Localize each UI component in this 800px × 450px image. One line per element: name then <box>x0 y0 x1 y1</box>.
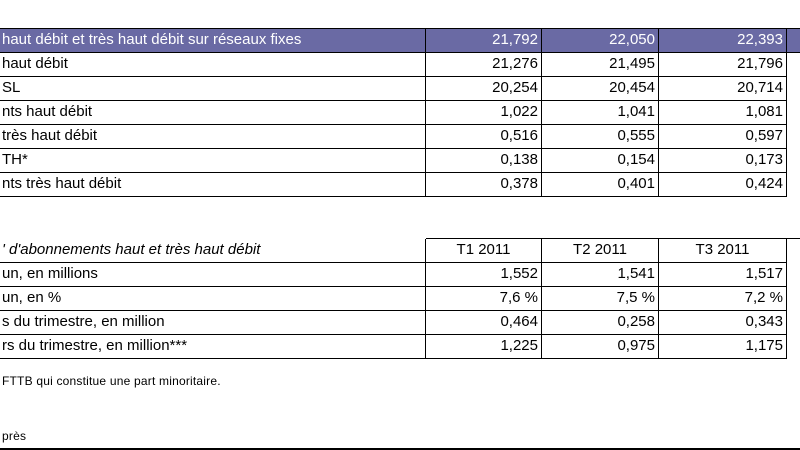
table2-header-label: ' d'abonnements haut et très haut débit <box>0 239 426 263</box>
cell-autres-tres-haut-debit-q3: 0,424 <box>659 173 787 197</box>
cell-accroissement-millions-t3: 1,517 <box>659 263 787 287</box>
row-label-hors-trimestre: rs du trimestre, en million*** <box>0 335 426 359</box>
row-label-autres-tres-haut-debit: nts très haut débit <box>0 173 426 197</box>
table2-header-t2: T2 2011 <box>542 239 659 263</box>
cell-ftth-q1: 0,138 <box>426 149 542 173</box>
cell-accroissement-percent-t1: 7,6 % <box>426 287 542 311</box>
cell-autres-tres-haut-debit-q2: 0,401 <box>542 173 659 197</box>
table2-header-t3: T3 2011 <box>659 239 787 263</box>
cell-total-q4 <box>787 29 800 53</box>
cell-tres-haut-debit-q2: 0,555 <box>542 125 659 149</box>
cell-haut-debit-q1: 21,276 <box>426 53 542 77</box>
cell-autres-tres-haut-debit-q1: 0,378 <box>426 173 542 197</box>
cell-ventes-trimestre-t2: 0,258 <box>542 311 659 335</box>
row-label-ventes-trimestre: s du trimestre, en million <box>0 311 426 335</box>
row-label-autres-haut-debit: nts haut débit <box>0 101 426 125</box>
cell-hors-trimestre-t2: 0,975 <box>542 335 659 359</box>
cell-dsl-q3: 20,714 <box>659 77 787 101</box>
cell-autres-haut-debit-q3: 1,081 <box>659 101 787 125</box>
cell-autres-haut-debit-q2: 1,041 <box>542 101 659 125</box>
footnote-fttb: FTTB qui constitue une part minoritaire. <box>2 374 221 388</box>
cell-haut-debit-q3: 21,796 <box>659 53 787 77</box>
cell-tres-haut-debit-q3: 0,597 <box>659 125 787 149</box>
cell-dsl-q2: 20,454 <box>542 77 659 101</box>
cell-ventes-trimestre-t3: 0,343 <box>659 311 787 335</box>
cell-haut-debit-q2: 21,495 <box>542 53 659 77</box>
footnote-pres: près <box>2 429 27 443</box>
cell-autres-haut-debit-q1: 1,022 <box>426 101 542 125</box>
cell-ventes-trimestre-t1: 0,464 <box>426 311 542 335</box>
cell-ftth-q3: 0,173 <box>659 149 787 173</box>
row-label-tres-haut-debit: très haut débit <box>0 125 426 149</box>
cell-accroissement-millions-t1: 1,552 <box>426 263 542 287</box>
cell-accroissement-percent-t2: 7,5 % <box>542 287 659 311</box>
cell-total-q2: 22,050 <box>542 29 659 53</box>
row-label-total: haut débit et très haut débit sur réseaux fixes <box>0 29 426 53</box>
row-label-haut-debit: haut débit <box>0 53 426 77</box>
row-label-accroissement-percent: un, en % <box>0 287 426 311</box>
cell-total-q3: 22,393 <box>659 29 787 53</box>
table2-header-t1: T1 2011 <box>426 239 542 263</box>
row-label-dsl: SL <box>0 77 426 101</box>
cell-ftth-q2: 0,154 <box>542 149 659 173</box>
cell-hors-trimestre-t1: 1,225 <box>426 335 542 359</box>
cell-accroissement-millions-t2: 1,541 <box>542 263 659 287</box>
cell-dsl-q1: 20,254 <box>426 77 542 101</box>
row-label-ftth: TH* <box>0 149 426 173</box>
cell-tres-haut-debit-q1: 0,516 <box>426 125 542 149</box>
cell-total-q1: 21,792 <box>426 29 542 53</box>
cell-accroissement-percent-t3: 7,2 % <box>659 287 787 311</box>
cell-hors-trimestre-t3: 1,175 <box>659 335 787 359</box>
row-label-accroissement-millions: un, en millions <box>0 263 426 287</box>
